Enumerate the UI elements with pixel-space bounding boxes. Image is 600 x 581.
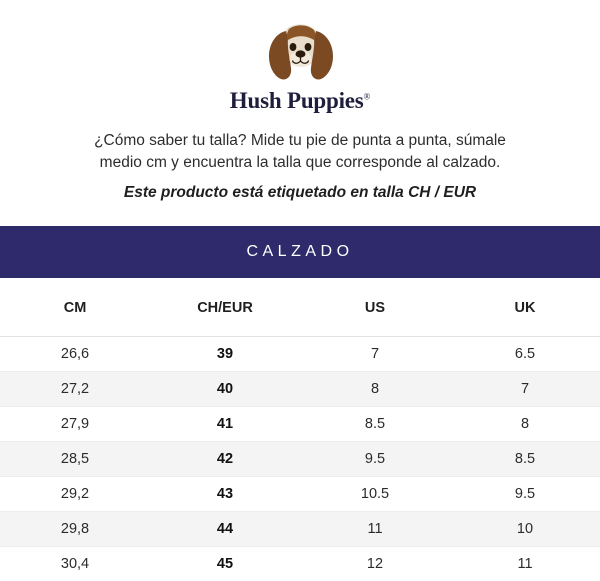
table-row — [0, 477, 600, 512]
cell-uk: 8 — [450, 407, 600, 442]
cell-cheur: 45 — [216, 556, 234, 573]
cell-cheur: 39 — [150, 337, 300, 372]
column-header-us: US — [300, 278, 450, 337]
basset-hound-dog-icon — [262, 22, 338, 84]
cell-cm: 28,5 — [0, 442, 150, 477]
cell-cm: 27,2 — [0, 372, 150, 407]
cell-cm: 27,9 — [0, 407, 150, 442]
intro-note: Este producto está etiquetado en talla CH / EUR — [123, 183, 477, 201]
size-table — [0, 278, 600, 581]
cell-us: 11 — [300, 512, 450, 547]
cell-us: 10.5 — [300, 477, 450, 512]
cell-us: 8 — [300, 372, 450, 407]
section-banner — [0, 226, 600, 278]
column-header-cm: CM — [0, 278, 150, 337]
brand-name — [0, 88, 600, 114]
section-banner-title: CALZADO — [246, 243, 354, 261]
cell-cheur: 43 — [150, 477, 300, 512]
brand-logo-block — [0, 0, 600, 114]
table-row — [0, 407, 600, 442]
cell-uk: 6.5 — [450, 337, 600, 372]
cell-us: 8.5 — [300, 407, 450, 442]
cell-cheur: 41 — [150, 407, 300, 442]
intro-line-2: medio cm y encuentra la talla que corresponde al calzado. — [99, 154, 501, 172]
cell-cm: 26,6 — [0, 337, 150, 372]
table-row — [0, 372, 600, 407]
table-row — [0, 512, 600, 547]
cell-cheur: 44 — [150, 512, 300, 547]
cell-cheur: 42 — [150, 442, 300, 477]
table-row — [0, 337, 600, 372]
cell-uk: 7 — [450, 372, 600, 407]
cell-uk: 9.5 — [450, 477, 600, 512]
intro-line-1: ¿Cómo saber tu talla? Mide tu pie de punta a punta, súmale — [94, 132, 506, 149]
column-header-cheur: CH/EUR — [150, 278, 300, 337]
cell-cm: 29,2 — [0, 477, 150, 512]
cell-cheur: 40 — [150, 372, 300, 407]
intro-text — [36, 130, 564, 204]
brand-name-text: Hush Puppies — [229, 88, 364, 113]
brand-trademark: ® — [363, 91, 371, 102]
cell-uk: 8.5 — [450, 442, 600, 477]
cell-us: 7 — [300, 337, 450, 372]
cell-cm: 30,4 — [60, 556, 90, 573]
cell-us: 12 — [366, 556, 384, 573]
cell-uk: 10 — [450, 512, 600, 547]
cell-us: 9.5 — [300, 442, 450, 477]
table-row — [0, 442, 600, 477]
column-header-uk: UK — [450, 278, 600, 337]
table-header-row — [0, 278, 600, 337]
cell-uk: 11 — [517, 556, 533, 573]
table-row — [0, 547, 600, 581]
cell-cm: 29,8 — [0, 512, 150, 547]
